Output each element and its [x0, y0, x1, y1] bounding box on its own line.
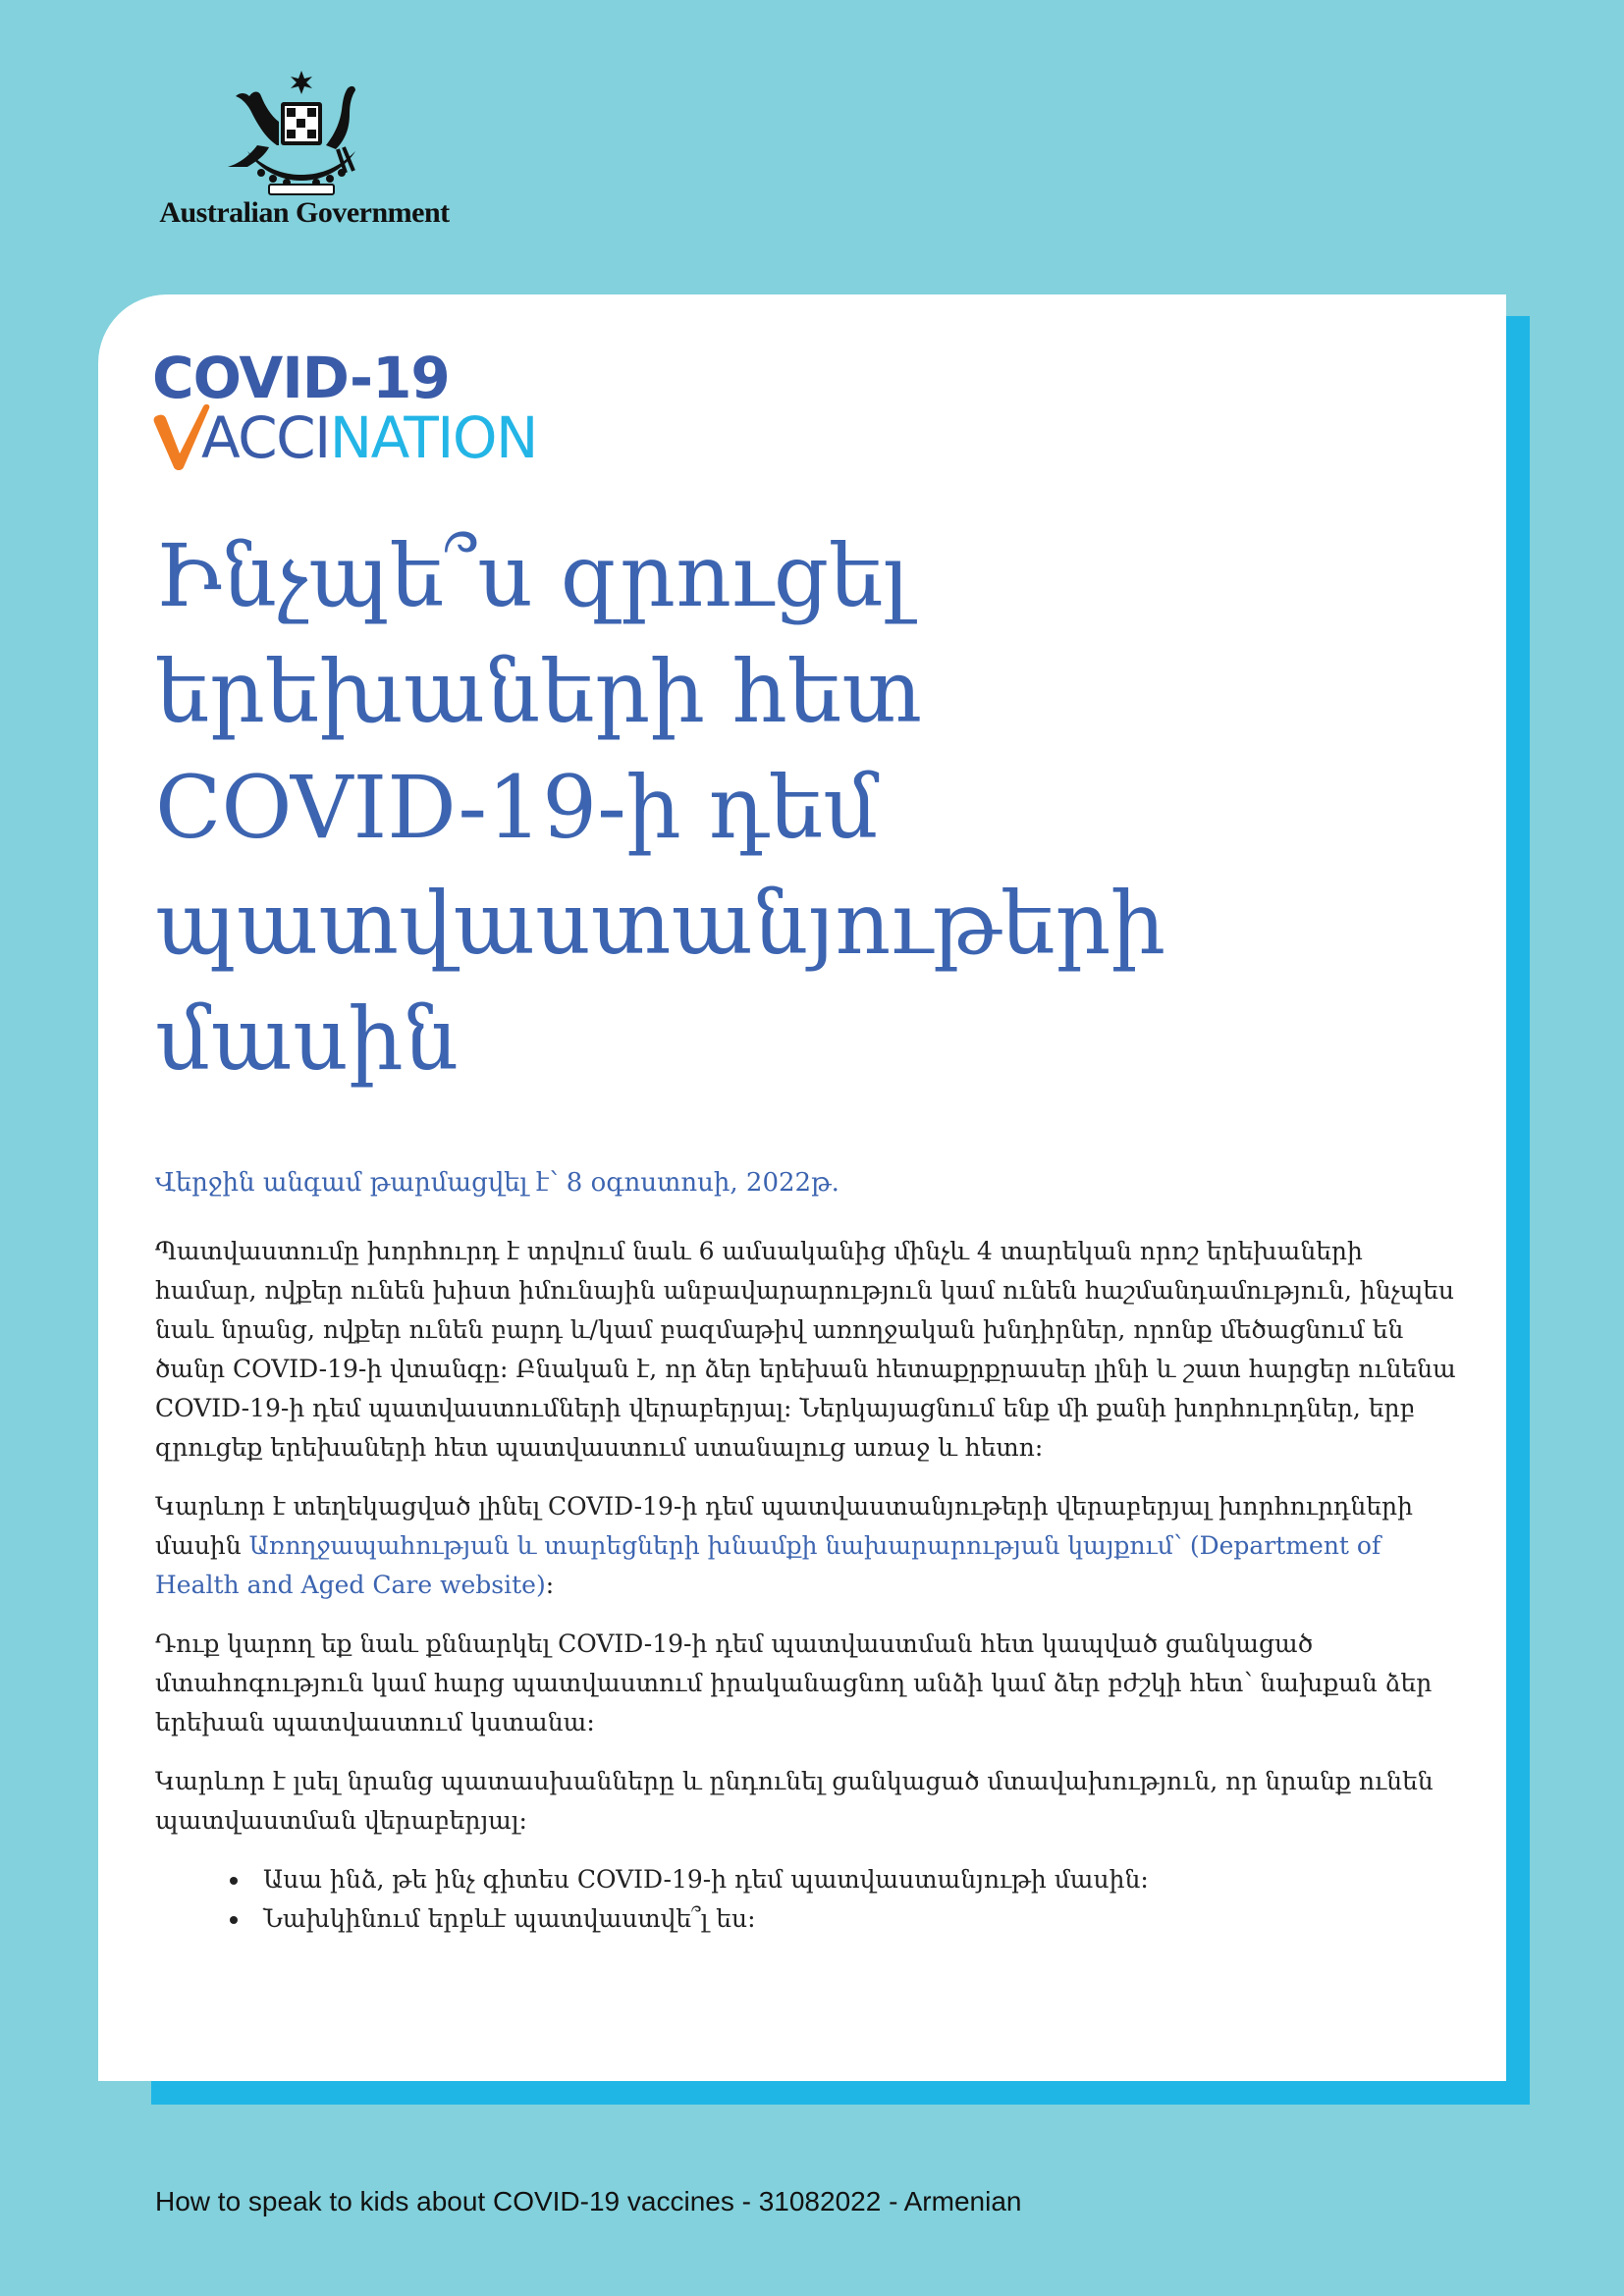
question-list [155, 1860, 1461, 1939]
logo-vaccination-part1: ACCI [201, 404, 330, 471]
title-line: երեխաների հետ [155, 641, 922, 742]
paragraph-advice [155, 1487, 1461, 1605]
paragraph-advice-text: Կարևոր է տեղեկացված լինել COVID-19-ի դեմ պատվաստանյութերի վերաբերյալ խորհուրդների մասին [155, 1492, 1413, 1560]
content-card [98, 294, 1506, 2081]
last-updated-date: Վերջին անգամ թարմացվել է՝ 8 օգոստոսի, 2022թ. [155, 1168, 839, 1198]
department-website-link[interactable]: Առողջապահության և տարեցների խնամքի նախարարության կայքում՝ (Department of Health and Aged Care website) [155, 1531, 1381, 1599]
footer-document-id: How to speak to kids about COVID-19 vaccines - 31082022 - Armenian [155, 2186, 1022, 2216]
paragraph-advice-end: : [545, 1571, 555, 1599]
government-name: Australian Government [159, 196, 450, 229]
covid-vaccination-logo [152, 346, 604, 473]
title-line: մասին [155, 988, 459, 1090]
paragraph-intro: Պատվաստումը խորհուրդ է տրվում նաև 6 ամսականից մինչև 4 տարեկան որոշ երեխաների համար, ովքեր ունեն խիստ իմունային անբավարարություն կամ ունեն հաշմանդամություն, ինչպես նաև նրանց, ովքեր ունեն բարդ և/կամ բազմաթիվ առողջական խնդիրներ, որոնք մեծացնում են ծանր COVID-19-ի վտանգը: Բնական է, որ ձեր երեխան հետաքրքրասեր լինի և շատ հարցեր ունենա COVID-19-ի դեմ պատվաստումների վերաբերյալ: Ներկայացնում ենք մի քանի խորհուրդներ, երբ զրուցեք երեխաների հետ պատվաստում ստանալուց առաջ և հետո: [155, 1237, 1456, 1462]
paragraph-discuss: Դուք կարող եք նաև քննարկել COVID-19-ի դեմ պատվաստման հետ կապված ցանկացած մտահոգություն կամ հարց պատվաստում իրականացնող անձի կամ ձեր բժշկի հետ՝ նախքան ձեր երեխան պատվաստում կստանա: [155, 1629, 1433, 1736]
list-item: • Նախկինում երբևէ պատվաստվե՞լ ես: [251, 1899, 1461, 1939]
logo-vaccination-text [201, 404, 537, 471]
title-line: COVID-19-ի դեմ [155, 757, 879, 858]
body-text [155, 1232, 1461, 1939]
logo-covid-text: COVID-19 [152, 345, 450, 411]
list-item: • Ասա ինձ, թե ինչ գիտես COVID-19-ի դեմ պատվաստանյութի մասին: [251, 1860, 1461, 1899]
logo-vaccination-part2: NATION [329, 404, 537, 471]
coat-of-arms-icon [218, 69, 385, 196]
page-title [155, 518, 1432, 1097]
title-line: Ինչպե՞ս զրուցել [155, 525, 910, 626]
title-line: պատվաստանյութերի [155, 873, 1166, 974]
paragraph-listen: Կարևոր է լսել նրանց պատասխանները և ընդունել ցանկացած մտավախություն, որ նրանք ունեն պատվաստման վերաբերյալ: [155, 1767, 1434, 1835]
